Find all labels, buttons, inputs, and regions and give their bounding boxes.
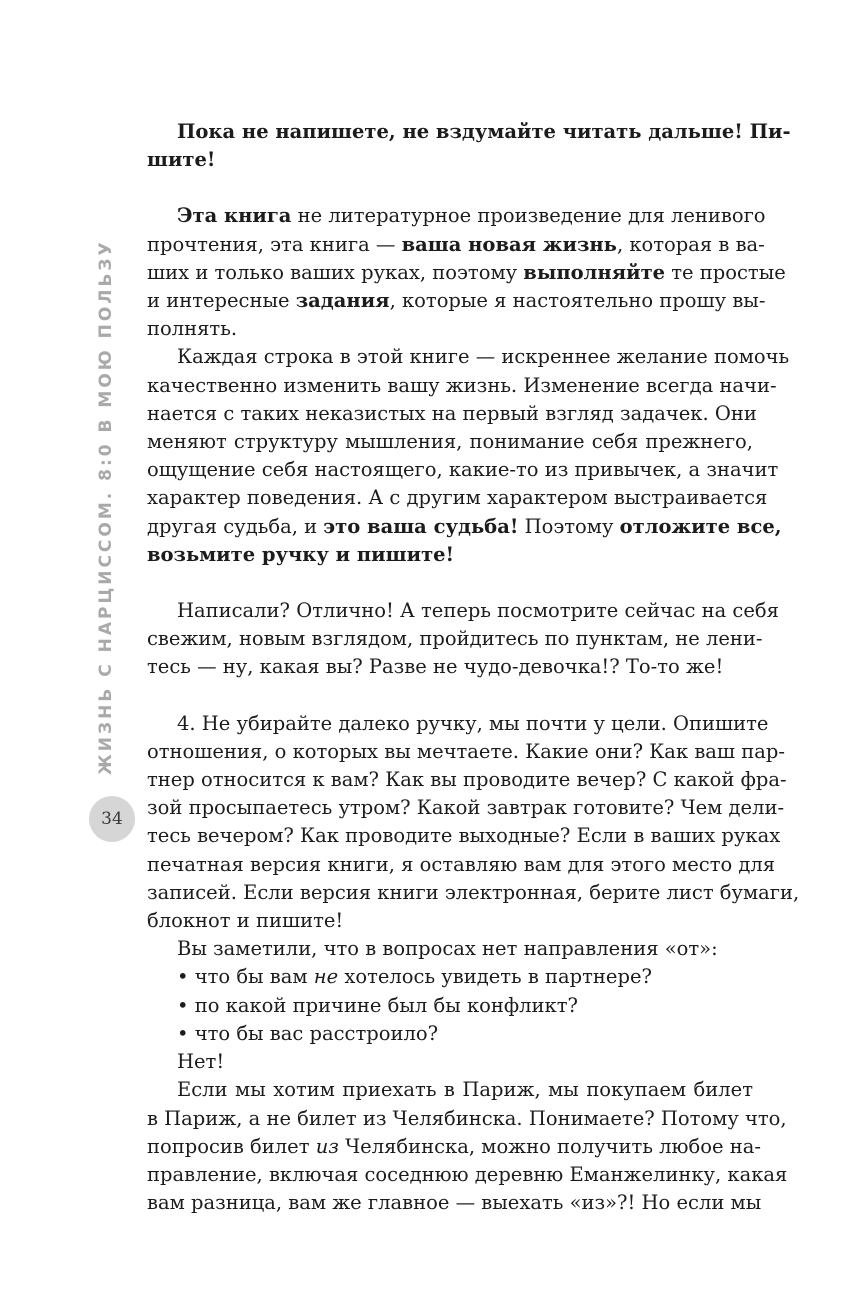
list-item: • что бы вам не хотелось увидеть в партнере? <box>177 965 652 989</box>
paragraph-direction: Вы заметили, что в вопросах нет направления «от»: <box>177 937 718 961</box>
list-item: • по какой причине был бы конфликт? <box>177 993 578 1017</box>
paragraph-task-4: 4. Не убирайте далеко ручку, мы почти у цели. Опишите отношения, о которых вы мечтаете. Какие они? Как ваш пар- тнер относится к вам? Как вы проводите вечер? С какой фра- зой просыпаетесь утром? Какой завтрак готовите? Чем дели- тесь вечером? Как проводите выходные? Если в ваших руках печатная версия книги, я оставляю вам для этого место для записей. Если версия книги электронная, берите лист бумаги, блокнот и пишите! <box>147 711 800 933</box>
paragraph-this-book: Эта книга не литературное произведение для ленивого прочтения, эта книга — ваша новая жизнь, которая в ва- ших и только ваших руках, поэтому выполняйте те простые и интересные задания, которые я настоятельно прошу вы- полнять. <box>147 204 786 341</box>
paragraph-written: Написали? Отлично! А теперь посмотрите сейчас на себя свежим, новым взглядом, пройдитесь по пунктам, не лени- тесь — ну, какая вы? Разве не чудо-девочка!? То-то же! <box>147 599 779 679</box>
paragraph-paris: Если мы хотим приехать в Париж, мы покупаем билет в Париж, а не билет из Челябинска. Понимаете? Потому что, попросив билет из Челябинска, можно получить любое на- правление, включая соседнюю деревню Еманжелинку, какая вам разница, вам же главное — выехать «из»?! Но если мы <box>147 1078 788 1215</box>
paragraph-each-line: Каждая строка в этой книге — искреннее желание помочь качественно изменить вашу жизнь. Изменение всегда начи- нается с таких неказистых на первый взгляд задачек. Они меняют структуру мышления, понимание себя прежнего, ощущение себя настоящего, какие-то из привычек, а значит характер поведения. А с другим характером выстраивается другая судьба, и это ваша судьба! Поэтому отложите все, возьмите ручку и пишите! <box>147 345 790 566</box>
body-text <box>147 118 800 1217</box>
paragraph-instruction: Пока не напишете, не вздумайте читать дальше! Пи- шите! <box>147 120 791 172</box>
list-item: • что бы вас расстроило? <box>177 1021 439 1045</box>
page-number: 34 <box>89 796 135 842</box>
paragraph-no: Нет! <box>177 1050 225 1074</box>
running-head: ЖИЗНЬ С НАРЦИССОМ. 8:0 В МОЮ ПОЛЬЗУ <box>96 239 116 775</box>
